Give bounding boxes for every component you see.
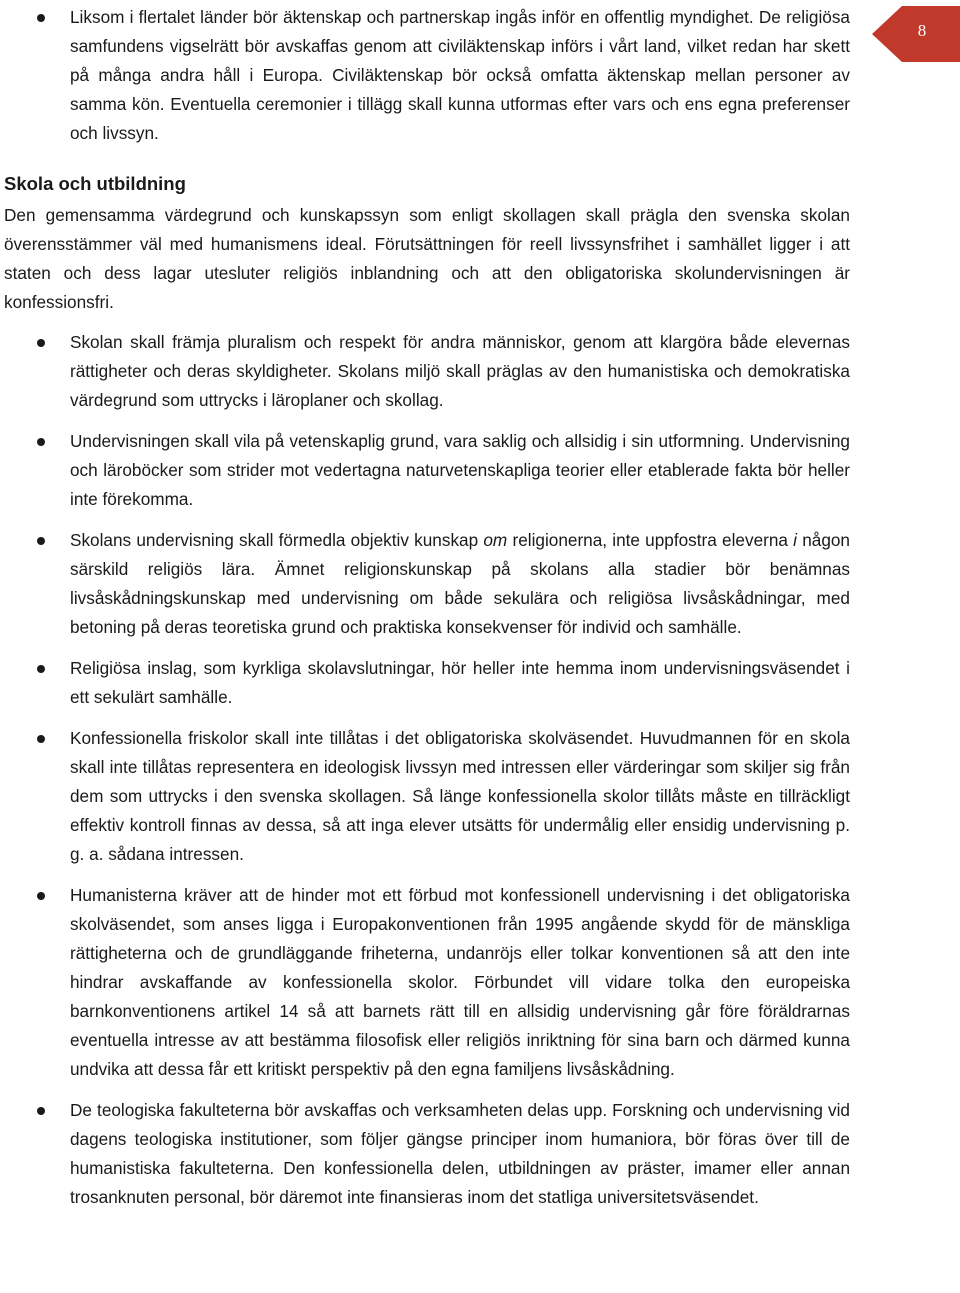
bullet-text: Skolan skall främja pluralism och respekt för andra människor, genom att klargöra både elevernas rättigheter och deras skyldigheter. Skolans miljö skall präglas av den humanistiska och demokratiska värdegrund som uttrycks i läroplaner och skollag. [70, 332, 850, 410]
bullet-dot-icon [37, 339, 45, 347]
bullet-dot-icon [37, 892, 45, 900]
list-item [0, 427, 850, 514]
bullet-text-part: religionerna, inte uppfostra eleverna [507, 530, 794, 550]
bullet-text: Religiösa inslag, som kyrkliga skolavslutningar, hör heller inte hemma inom undervisningsväsendet i ett sekulärt samhälle. [70, 658, 850, 707]
bullet-text: Undervisningen skall vila på vetenskaplig grund, vara saklig och allsidig i sin utformning. Undervisning och läroböcker som strider mot vedertagna naturvetenskapliga teorier eller etablerade fakta bör heller inte förekomma. [70, 431, 850, 509]
bullet-dot-icon [37, 537, 45, 545]
bullet-text: Liksom i flertalet länder bör äktenskap och partnerskap ingås inför en offentlig myndighet. De religiösa samfundens vigselrätt bör avskaffas genom att civiläktenskap införs i vårt land, vilket redan har skett på många andra håll i Europa. Civiläktenskap bör också omfatta äktenskap mellan personer av samma kön. Eventuella ceremonier i tillägg skall kunna utformas efter vars och ens egna preferenser och livssyn. [70, 7, 850, 143]
list-item [0, 328, 850, 415]
education-bullet-list [0, 328, 850, 1212]
page-number-marker [872, 6, 960, 62]
bullet-text-part: någon särskild religiös lära. Ämnet religionskunskap på skolans alla stadier bör benämnas livsåskådningskunskap med undervisning om både sekulära och religiösa livsåskådningar, med betoning på deras teoretiska grund och praktiska konsekvenser för individ och samhälle. [70, 530, 850, 637]
list-item [0, 881, 850, 1084]
emphasis-text: om [483, 530, 508, 550]
bullet-text: Humanisterna kräver att de hinder mot ett förbud mot konfessionell undervisning i det obligatoriska skolväsendet, som anses ligga i Europakonventionen från 1995 angående skydd för de mänskliga rättigheterna och de grundläggande friheterna, undanröjs eller tolkar konventionen så att den inte hindrar avskaffande av konfessionella skolor. Förbundet vill vidare tolka den europeiska barnkonventionens artikel 14 så att barnets rätt till en allsidig undervisning går före föräldrarnas eventuella intresse av att bestämma filosofisk eller religiös inriktning för sina barn och därmed kunna undvika att dessa får ett kritiskt perspektiv på den egna familjens livsåskådning. [70, 885, 850, 1079]
bullet-dot-icon [37, 1107, 45, 1115]
section-intro-paragraph: Den gemensamma värdegrund och kunskapssyn som enligt skollagen skall prägla den svenska skolan överensstämmer väl med humanismens ideal. Förutsättningen för reell livssynsfrihet i samhället ligger i att staten och dess lagar utesluter religiös inblandning och att den obligatoriska skolundervisningen är konfessionsfri. [4, 205, 850, 312]
section-heading: Skola och utbildning [4, 173, 186, 194]
list-item [0, 526, 850, 642]
bullet-dot-icon [37, 735, 45, 743]
bullet-text: Konfessionella friskolor skall inte tillåtas i det obligatoriska skolväsendet. Huvudmannen för en skola skall inte tillåtas representera en ideologisk livssyn med intressen eller värderingar som skiljer sig från dem som uttrycks i den svenska skollagen. Så länge konfessionella skolor tillåts måste en tillräckligt effektiv kontroll finnas av dessa, så att inga elever utsätts för undermålig eller ensidig undervisning p. g. a. sådana intressen. [70, 728, 850, 864]
page-number: 8 [917, 21, 927, 40]
list-item [0, 654, 850, 712]
bullet-dot-icon [37, 665, 45, 673]
bullet-dot-icon [37, 438, 45, 446]
list-item [0, 1096, 850, 1212]
bullet-text-part: Skolans undervisning skall förmedla objektiv kunskap [70, 530, 484, 550]
bullet-text: De teologiska fakulteterna bör avskaffas och verksamheten delas upp. Forskning och undervisning vid dagens teologiska institutioner, som följer gängse principer inom humaniora, bör föras över till de humanistiska fakulteterna. Den konfessionella delen, utbildningen av präster, imamer eller annan trosanknuten personal, bör däremot inte finansieras inom det statliga universitetsväsendet. [70, 1100, 850, 1207]
intro-bullet-list [0, 3, 850, 148]
emphasis-text: i [793, 530, 797, 550]
bullet-dot-icon [37, 14, 45, 22]
list-item [0, 724, 850, 869]
list-item [0, 3, 850, 148]
